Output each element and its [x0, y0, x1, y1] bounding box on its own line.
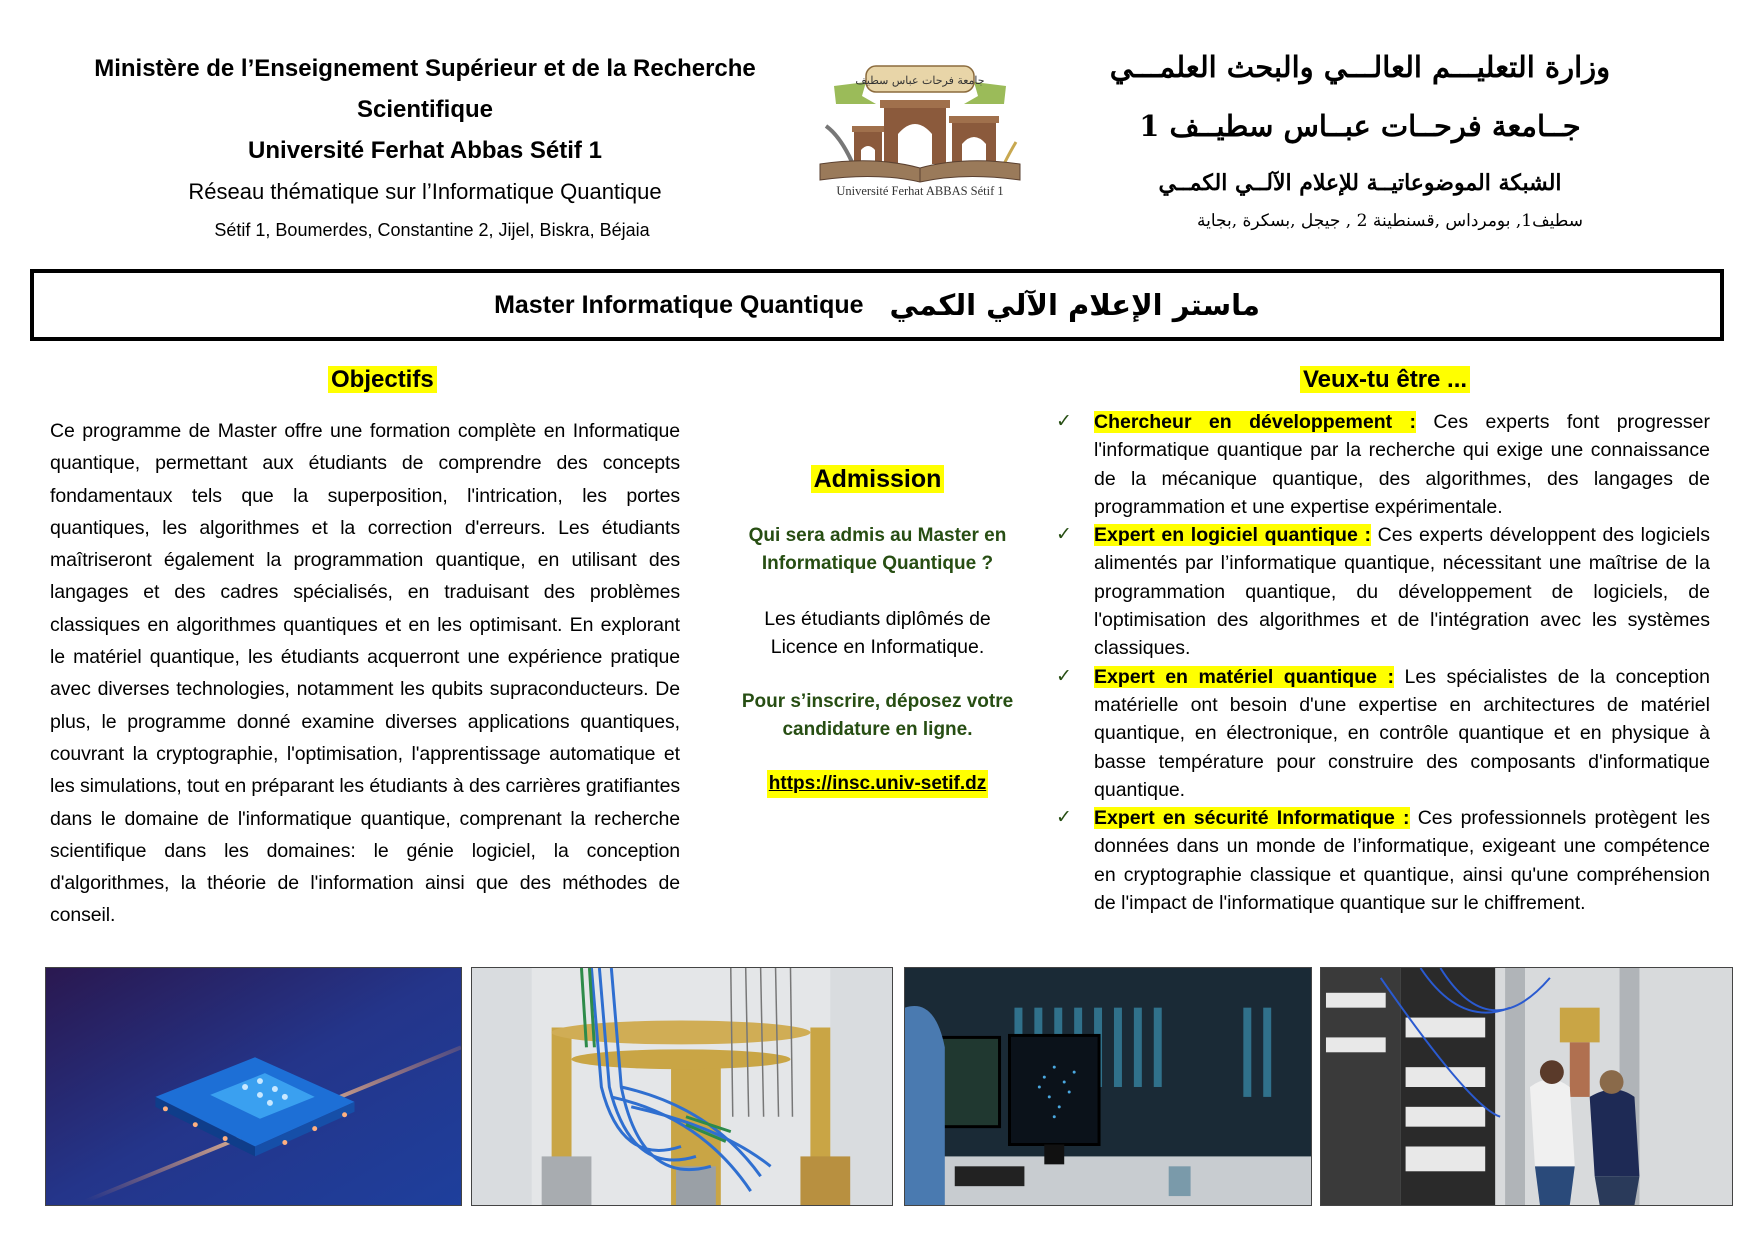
admission-answer: Les étudiants diplômés de Licence en Informatique. — [764, 608, 991, 658]
arch-book-logo-icon — [806, 56, 1034, 186]
program-title-french: Master Informatique Quantique — [494, 290, 864, 319]
career-item — [1052, 521, 1710, 662]
network-cities: Sétif 1, Boumerdes, Constantine 2, Jijel, Biskra, Béjaia — [214, 220, 650, 240]
check-icon: ✓ — [1056, 524, 1072, 546]
career-list — [1052, 408, 1710, 917]
check-icon: ✓ — [1056, 665, 1072, 687]
photo-engineer-workstation — [904, 967, 1312, 1206]
photo-lab-researchers — [1320, 967, 1733, 1206]
registration-link[interactable]: https://insc.univ-setif.dz — [767, 770, 988, 798]
admission-heading: Admission — [740, 458, 1015, 500]
admission-instruction: Pour s’inscrire, déposez votre candidature en ligne. — [741, 691, 1014, 740]
admission-section — [740, 458, 1015, 798]
network-arabic: الشبكة الموضوعاتيــة للإعلام الآلــي الكمــي — [1158, 170, 1562, 196]
university-logo — [806, 56, 1034, 206]
check-icon: ✓ — [1056, 411, 1072, 432]
ministry-line-2: Scientifique — [356, 96, 494, 123]
career-item — [1052, 804, 1710, 917]
cryostat-image-icon — [472, 968, 892, 1205]
ministry-arabic: وزارة التعليـــم العالـــي والبحث العلمـــي — [1109, 50, 1611, 84]
program-title-arabic: ماستر الإعلام الآلي الكمي — [889, 288, 1260, 322]
career-term: Expert en matériel quantique : — [1094, 665, 1394, 688]
quantum-chip-image-icon — [46, 968, 461, 1205]
career-description: Les spécialistes de la conception matérielle ont besoin d'une expertise en architectures de matériel quantique, en électronique, en contrôle quantique et en physique à basse température pour construire des composants d'informatique quantique. — [1094, 665, 1711, 801]
cities-arabic: سطيف1, بومرداس ,قسنطينة 2 , جيجل ,بسكرة ,بجاية — [1196, 211, 1583, 231]
university-name: Université Ferhat Abbas Sétif 1 — [248, 137, 602, 164]
program-title-bar — [30, 269, 1724, 341]
svg-text:جامعة فرحات عباس سطيف: جامعة فرحات عباس سطيف — [855, 74, 985, 87]
career-term: Expert en sécurité Informatique : — [1094, 807, 1410, 830]
career-term: Expert en logiciel quantique : — [1094, 524, 1371, 547]
career-description: Ces experts font progresser l'informatique quantique par la recherche qui exige une connaissance de la mécanique quantique, des algorithmes, des langages de programmation et une expertise expérimentale. — [1094, 411, 1710, 518]
photo-dilution-refrigerator — [471, 967, 893, 1206]
workstation-image-icon — [905, 968, 1311, 1205]
header-arabic — [1080, 38, 1640, 236]
career-description: Ces professionnels protègent les données dans un monde de l’informatique, exigeant une compétence en cryptographie classique et quantique, ainsi qu'une compréhension de l'impact de l'informatique quantique sur le chiffrement. — [1094, 807, 1710, 915]
career-item — [1052, 408, 1710, 521]
check-icon: ✓ — [1056, 807, 1072, 829]
objectifs-heading: Objectifs — [328, 361, 437, 399]
university-arabic: جــامعة فرحــات عبــاس سطيــف 1 — [1139, 109, 1581, 143]
ministry-line-1: Ministère de l’Enseignement Supérieur et de la Recherche — [94, 55, 756, 82]
network-name: Réseau thématique sur l’Informatique Quantique — [188, 179, 662, 204]
career-item — [1052, 663, 1710, 804]
lab-image-icon — [1321, 968, 1732, 1205]
objectifs-text: Ce programme de Master offre une formation complète en Informatique quantique, permettant aux étudiants de comprendre des concepts fondamentaux tels que la superposition, l'intrication, les portes quantiques, les algorithmes et la correction d'erreurs. Les étudiants maîtriseront également la programmation quantique, en utilisant des langages et des cadres spécialisés, en traduisant des problèmes classiques en algorithmes quantiques et en les optimisant. En explorant le matériel quantique, les étudiants acquerront une expérience pratique avec diverses technologies, notamment les qubits supraconducteurs. De plus, le programme donné examine diverses applications quantiques, couvrant la cryptographie, l'optimisation, l'apprentissage automatique et les simulations, tout en préparant les étudiants à des carrières gratifiantes dans le domaine de l'informatique quantique, comprenant la recherche scientifique dans les domaines: le génie logiciel, la conception d'algorithmes, la théorie de l'information ainsi que des méthodes de conseil. — [50, 420, 680, 927]
admission-question: Qui sera admis au Master en Informatique Quantique ? — [748, 525, 1007, 574]
career-description: Ces experts développent des logiciels alimentés par l’informatique quantique, nécessitant une maîtrise de la programmation quantique, du développement de logiciels, de l'optimisation des algorithmes et de l'intégration avec les systèmes classiques. — [1094, 524, 1711, 660]
header-french — [70, 48, 780, 248]
logo-caption: Université Ferhat ABBAS Sétif 1 — [836, 184, 1004, 198]
career-term: Chercheur en développement : — [1094, 411, 1417, 433]
veux-tu-heading: Veux-tu être ... — [1300, 361, 1470, 399]
photo-quantum-chip — [45, 967, 462, 1206]
